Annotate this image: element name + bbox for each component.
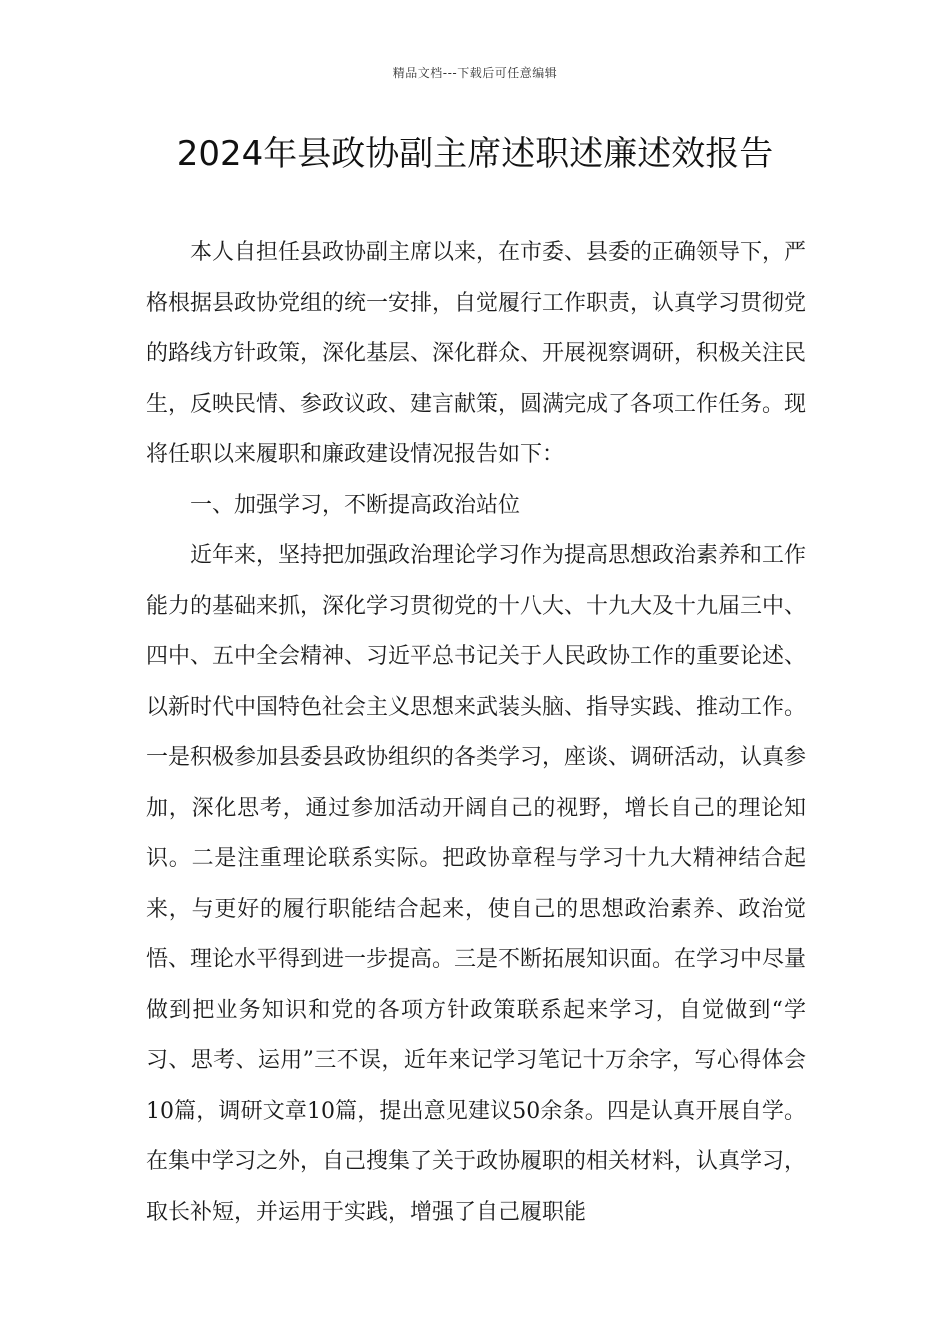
section-heading: 一、加强学习，不断提高政治站位 [190, 492, 521, 518]
intro-paragraph: 本人自担任县政协副主席以来，在市委、县委的正确领导下，严格根据县政协党组的统一安排，自觉履行工作职责，认真学习贯彻党的路线方针政策，深化基层、深化群众、开展视察调研，积极关注民生，反映民情、参政议政、建言献策，圆满完成了各项工作任务。现将任职以来履职和廉政建设情况报告如下： [146, 240, 807, 467]
page-header: 精品文档---下载后可任意编辑 [392, 66, 558, 80]
document-title: 2024年县政协副主席述职述廉述效报告 [176, 134, 774, 174]
document-body [146, 228, 806, 1238]
body-paragraph: 近年来，坚持把加强政治理论学习作为提高思想政治素养和工作能力的基础来抓，深化学习贯彻党的十八大、十九大及十九届三中、四中、五中全会精神、习近平总书记关于人民政协工作的重要论述、以新时代中国特色社会主义思想来武装头脑、指导实践、推动工作。一是积极参加县委县政协组织的各类学习，座谈、调研活动，认真参加，深化思考，通过参加活动开阔自己的视野，增长自己的理论知识。二是注重理论联系实际。把政协章程与学习十九大精神结合起来，与更好的履行职能结合起来，使自己的思想政治素养、政治觉悟、理论水平得到进一步提高。三是不断拓展知识面。在学习中尽量做到把业务知识和党的各项方针政策联系起来学习，自觉做到“学习、思考、运用”三不误，近年来记学习笔记十万余字，写心得体会10篇，调研文章10篇，提出意见建议50余条。四是认真开展自学。在集中学习之外，自己搜集了关于政协履职的相关材料，认真学习，取长补短，并运用于实践，增强了自己履职能 [146, 543, 807, 1225]
